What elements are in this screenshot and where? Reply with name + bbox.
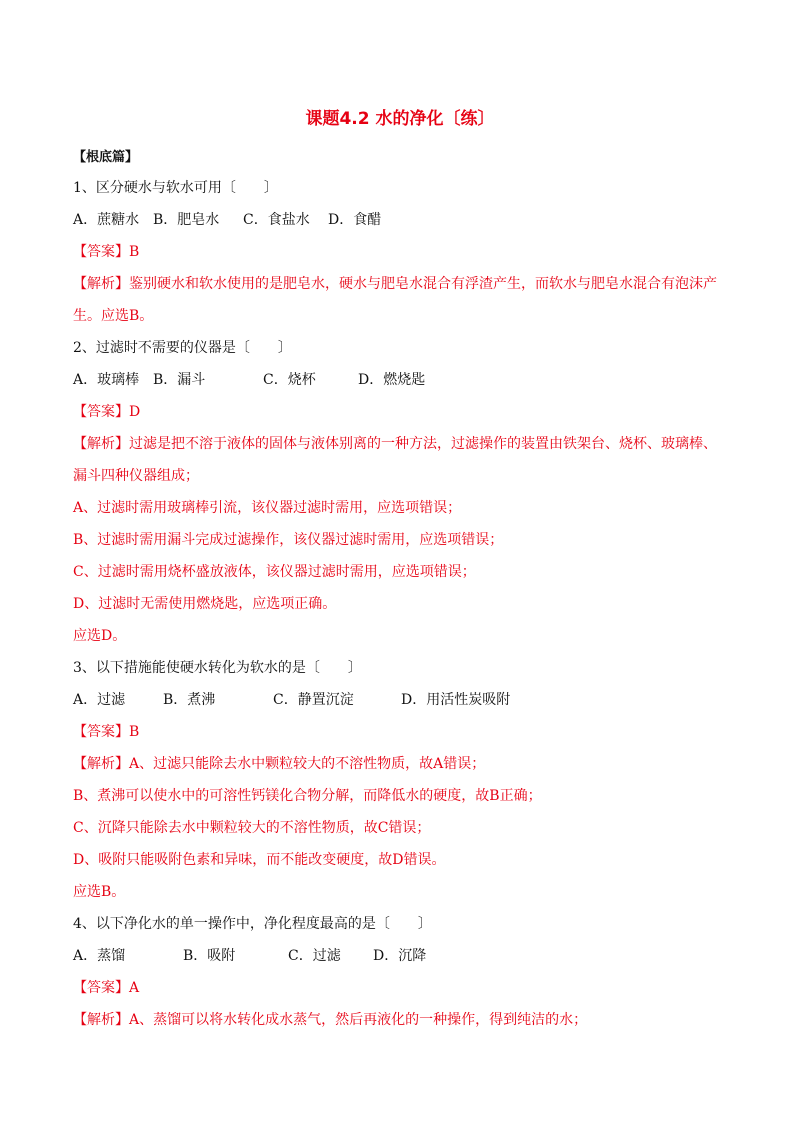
option-a: A．蔗糖水 [73, 212, 140, 228]
option-c: C．食盐水 [243, 212, 310, 228]
option-a: A．蒸馏 [73, 948, 126, 964]
question-2-analysis [73, 434, 717, 454]
question-3-conclusion: 应选B。 [73, 884, 126, 900]
option-d: D．沉降 [373, 948, 427, 964]
question-4-stem: 4、以下净化水的单一操作中，净化程度最高的是〔 〕 [73, 916, 432, 932]
question-4-answer [73, 978, 139, 998]
option-c: C．静置沉淀 [273, 692, 354, 708]
analysis-label: 【解析】 [73, 1012, 129, 1028]
option-a: A．玻璃棒 [73, 372, 140, 388]
option-a: A．过滤 [73, 692, 126, 708]
page-title: 课题4.2 水的净化〔练〕 [305, 109, 495, 129]
answer-label: 【答案】 [73, 244, 129, 260]
analysis-text: A、过滤只能除去水中颗粒较大的不溶性物质，故A错误； [129, 756, 486, 772]
answer-value: B [129, 244, 140, 260]
question-3-line-b: B、煮沸可以使水中的可溶性钙镁化合物分解，而降低水的硬度，故B正确； [73, 788, 542, 804]
analysis-label: 【解析】 [73, 756, 129, 772]
analysis-text: A、蒸馏可以将水转化成水蒸气，然后再液化的一种操作，得到纯洁的水； [129, 1012, 588, 1028]
section-heading: 【根底篇】 [73, 150, 139, 165]
question-2-stem: 2、过滤时不需要的仪器是〔 〕 [73, 340, 292, 356]
option-b: B．漏斗 [153, 372, 206, 388]
option-d: D．用活性炭吸附 [401, 692, 511, 708]
question-3-options [73, 690, 510, 710]
answer-value: B [129, 724, 140, 740]
question-3-line-c: C、沉降只能除去水中颗粒较大的不溶性物质，故C错误； [73, 820, 431, 836]
option-b: B．肥皂水 [153, 212, 220, 228]
answer-label: 【答案】 [73, 724, 129, 740]
option-d: D．食醋 [328, 212, 382, 228]
option-d: D．燃烧匙 [358, 372, 426, 388]
question-2-answer [73, 402, 140, 422]
option-b: B．煮沸 [163, 692, 216, 708]
question-2-conclusion: 应选D。 [73, 628, 127, 644]
answer-label: 【答案】 [73, 404, 129, 420]
question-1-analysis [73, 274, 717, 294]
question-1-answer [73, 242, 139, 262]
option-c: C．过滤 [288, 948, 341, 964]
question-3-answer [73, 722, 139, 742]
analysis-text: 过滤是把不溶于液体的固体与液体别离的一种方法，过滤操作的装置由铁架台、烧杯、玻璃棒、 [129, 436, 717, 452]
analysis-label: 【解析】 [73, 436, 129, 452]
question-2-options [73, 370, 425, 390]
option-b: B．吸附 [183, 948, 236, 964]
option-c: C．烧杯 [263, 372, 316, 388]
question-4-options [73, 946, 426, 966]
answer-value: A [129, 980, 140, 996]
question-3-analysis [73, 754, 485, 774]
question-2-line-c: C、过滤时需用烧杯盛放液体，该仪器过滤时需用，应选项错误； [73, 564, 476, 580]
question-2-line-b: B、过滤时需用漏斗完成过滤操作，该仪器过滤时需用，应选项错误； [73, 532, 504, 548]
question-2-line-a: A、过滤时需用玻璃棒引流，该仪器过滤时需用，应选项错误； [73, 500, 462, 516]
question-1-stem: 1、区分硬水与软水可用〔 〕 [73, 180, 278, 196]
question-2-line-d: D、过滤时无需使用燃烧匙，应选项正确。 [73, 596, 337, 612]
answer-label: 【答案】 [73, 980, 129, 996]
question-3-stem: 3、以下措施能使硬水转化为软水的是〔 〕 [73, 660, 362, 676]
question-1-analysis-cont: 生。应选B。 [73, 308, 154, 324]
answer-value: D [129, 404, 141, 420]
analysis-text: 鉴别硬水和软水使用的是肥皂水，硬水与肥皂水混合有浮渣产生，而软水与肥皂水混合有泡沫产 [129, 276, 717, 292]
analysis-label: 【解析】 [73, 276, 129, 292]
question-4-analysis [73, 1010, 587, 1030]
question-1-options [73, 210, 381, 230]
question-3-line-d: D、吸附只能吸附色素和异味，而不能改变硬度，故D错误。 [73, 852, 446, 868]
question-2-analysis-cont: 漏斗四种仪器组成； [73, 468, 199, 484]
